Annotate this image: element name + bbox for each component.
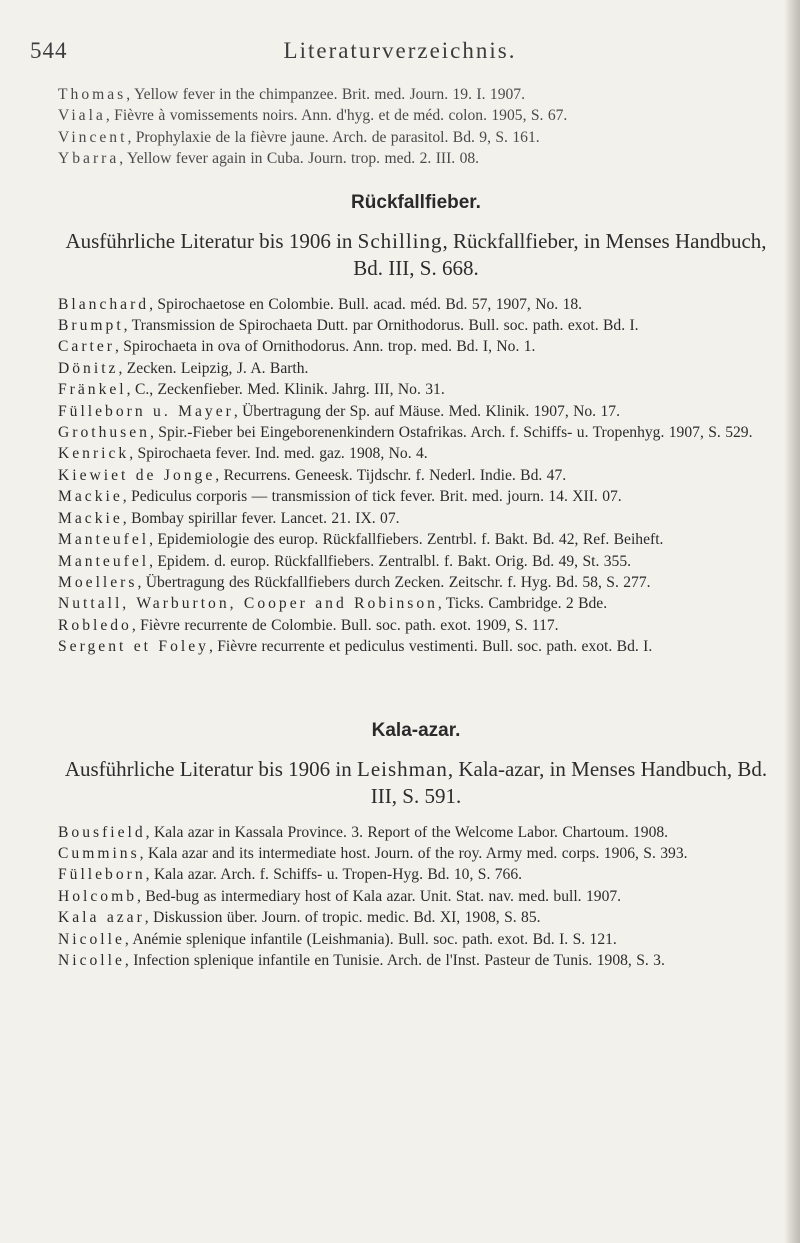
entry-author: Ybarra (58, 150, 120, 168)
intro-text: Handbuch, Bd. III, S. 591. (370, 756, 768, 808)
entry-author: Moellers (58, 573, 138, 591)
entry-author: Vincent (58, 128, 128, 146)
entry-text: , Übertragung der Sp. auf Mäuse. Med. Klinik. 1907, No. 17. (233, 402, 620, 420)
bibliography-entry (58, 636, 774, 657)
bibliography-entry (58, 422, 774, 443)
section-intro (58, 228, 774, 282)
entry-author: Mackie (58, 509, 123, 527)
bibliography-entry (58, 358, 774, 379)
section-heading: Rückfallfieber. (351, 191, 481, 213)
entry-text: , Spirochaeta fever. Ind. med. gaz. 1908, No. 4. (129, 445, 428, 463)
entry-author: Manteufel (58, 531, 150, 549)
entry-author: Thomas (58, 86, 127, 103)
bibliography-entry (58, 84, 774, 105)
bibliography-entry (58, 929, 774, 950)
entry-text: , Spirochaeta in ova of Ornithodorus. Ann. trop. med. Bd. I, No. 1. (114, 338, 536, 356)
entry-text: , Pediculus corporis — transmission of tick fever. Brit. med. journ. 14. XII. 07. (122, 488, 622, 506)
bibliography-entry (58, 529, 774, 550)
entry-list (58, 294, 774, 658)
entry-text: , Kala azar in Kassala Province. 3. Report of the Welcome Labor. Chartoum. 1908. (145, 823, 669, 841)
bibliography-entry (58, 105, 774, 126)
bibliography-entry (58, 294, 774, 315)
entry-text: , Bed-bug as intermediary host of Kala azar. Unit. Stat. nav. med. bull. 1907. (137, 887, 622, 905)
bibliography-entry (58, 443, 774, 464)
bibliography-entry (58, 379, 774, 400)
intro-author: Menses (605, 228, 670, 253)
bibliography-entry (58, 336, 774, 357)
entry-author: Blanchard (58, 295, 150, 313)
entry-author: Fülleborn u. Mayer (58, 402, 234, 420)
entry-author: Fränkel (58, 381, 127, 399)
running-head (0, 38, 800, 68)
bibliography-entry (58, 127, 774, 148)
bibliography-entry (58, 843, 774, 864)
bibliography-entry (58, 572, 774, 593)
bibliography-entry (58, 886, 774, 907)
entry-author: Carter (58, 338, 115, 356)
entry-text: , Yellow fever again in Cuba. Journ. trop. med. 2. III. 08. (119, 150, 480, 168)
bibliography-entry (58, 315, 774, 336)
page-content (58, 84, 774, 971)
intro-text: Handbuch, Bd. III, S. 668. (353, 228, 767, 280)
entry-author: Cummins (58, 844, 140, 862)
bibliography-entry (58, 401, 774, 422)
bibliography-entry (58, 508, 774, 529)
entry-text: , Spir.-Fieber bei Eingeborenenkindern Ostafrikas. Arch. f. Schiffs- u. Tropenhyg. 1907, S. 529. (149, 424, 753, 442)
entry-text: , Yellow fever in the chimpanzee. Brit. med. Journ. 19. I. 1907. (126, 86, 525, 103)
entry-author: Grothusen (58, 424, 150, 442)
bibliography-entry (58, 465, 774, 486)
entry-author: Viala (58, 107, 106, 125)
page-edge-shadow (784, 0, 800, 1243)
bibliography-entry (58, 822, 774, 843)
entry-list (58, 822, 774, 972)
intro-text: Ausführliche Literatur bis 1906 in (65, 228, 358, 253)
entry-author: Robledo (58, 616, 132, 634)
entry-text: , C., Zeckenfieber. Med. Klinik. Jahrg. III, No. 31. (126, 381, 445, 399)
entry-author: Holcomb (58, 887, 138, 905)
section-heading: Kala-azar. (371, 719, 461, 741)
entry-text: , Spirochaetose en Colombie. Bull. acad. méd. Bd. 57, 1907, No. 18. (149, 295, 583, 313)
entry-text: , Kala azar. Arch. f. Schiffs- u. Tropen-Hyg. Bd. 10, S. 766. (145, 866, 523, 884)
page-number: 544 (30, 38, 68, 63)
entry-text: , Recurrens. Geneesk. Tijdschr. f. Nederl. Indie. Bd. 47. (215, 466, 567, 484)
entry-author: Kiewiet de Jonge (58, 466, 216, 484)
bibliography-entry (58, 950, 774, 971)
intro-author: Menses (571, 756, 636, 781)
bibliography-entry (58, 486, 774, 507)
entry-author: Kenrick (58, 445, 130, 463)
entry-author: Dönitz (58, 359, 119, 377)
entry-text: , Kala azar and its intermediate host. Journ. of the roy. Army med. corps. 1906, S. 393. (139, 844, 688, 862)
entry-text: , Prophylaxie de la fièvre jaune. Arch. de parasitol. Bd. 9, S. 161. (127, 128, 540, 146)
running-title: Literaturverzeichnis. (283, 38, 517, 63)
entry-text: , Bombay spirillar fever. Lancet. 21. IX. 07. (122, 509, 400, 527)
entry-text: , Fièvre recurrente et pediculus vestimenti. Bull. soc. path. exot. Bd. I. (208, 638, 653, 656)
entry-author: Brumpt (58, 317, 124, 335)
section-kala-azar (58, 720, 774, 972)
bibliography-entry (58, 864, 774, 885)
entry-text: , Ticks. Cambridge. 2 Bde. (437, 595, 608, 613)
intro-author: Leishman (357, 756, 448, 781)
entry-author: Nicolle (58, 930, 125, 948)
bibliography-entry (58, 907, 774, 928)
bibliography-entry (58, 593, 774, 614)
intro-text: , Kala-azar, in (447, 756, 572, 781)
entry-author: Kala azar (58, 909, 145, 927)
entry-author: Manteufel (58, 552, 150, 570)
entry-text: , Epidemiologie des europ. Rückfallfiebers. Zentrbl. f. Bakt. Bd. 42, Ref. Beiheft. (149, 531, 664, 549)
entry-text: , Infection splenique infantile en Tunisie. Arch. de l'Inst. Pasteur de Tunis. 1908, S. 3. (124, 951, 665, 969)
entry-author: Nicolle (58, 951, 125, 969)
intro-author: Schilling (357, 228, 443, 253)
intro-text: , Rückfallfieber, in (442, 228, 606, 253)
top-entry-list (58, 84, 774, 170)
entry-author: Fülleborn (58, 866, 146, 884)
entry-author: Sergent et Foley (58, 638, 209, 656)
bibliography-entry (58, 551, 774, 572)
bibliography-entry (58, 615, 774, 636)
entry-text: , Anémie splenique infantile (Leishmania). Bull. soc. path. exot. Bd. I. S. 121. (124, 930, 617, 948)
entry-author: Mackie (58, 488, 123, 506)
entry-text: , Übertragung des Rückfallfiebers durch Zecken. Zeitschr. f. Hyg. Bd. 58, S. 277. (137, 573, 651, 591)
entry-author: Nuttall, Warburton, Cooper and Robinson (58, 595, 438, 613)
section-rueckfallfieber (58, 192, 774, 658)
entry-text: , Fièvre recurrente de Colombie. Bull. soc. path. exot. 1909, S. 117. (131, 616, 559, 634)
entry-text: , Epidem. d. europ. Rückfallfiebers. Zentralbl. f. Bakt. Orig. Bd. 49, St. 355. (149, 552, 632, 570)
entry-text: , Transmission de Spirochaeta Dutt. par Ornithodorus. Bull. soc. path. exot. Bd. I. (123, 317, 639, 335)
intro-text: Ausführliche Literatur bis 1906 in (64, 756, 358, 781)
section-intro (58, 756, 774, 810)
entry-author: Bousfield (58, 823, 146, 841)
entry-text: , Diskussion über. Journ. of tropic. medic. Bd. XI, 1908, S. 85. (144, 909, 541, 927)
entry-text: , Fièvre à vomissements noirs. Ann. d'hyg. et de méd. colon. 1905, S. 67. (105, 107, 568, 125)
entry-text: , Zecken. Leipzig, J. A. Barth. (118, 359, 309, 377)
bibliography-entry (58, 148, 774, 169)
